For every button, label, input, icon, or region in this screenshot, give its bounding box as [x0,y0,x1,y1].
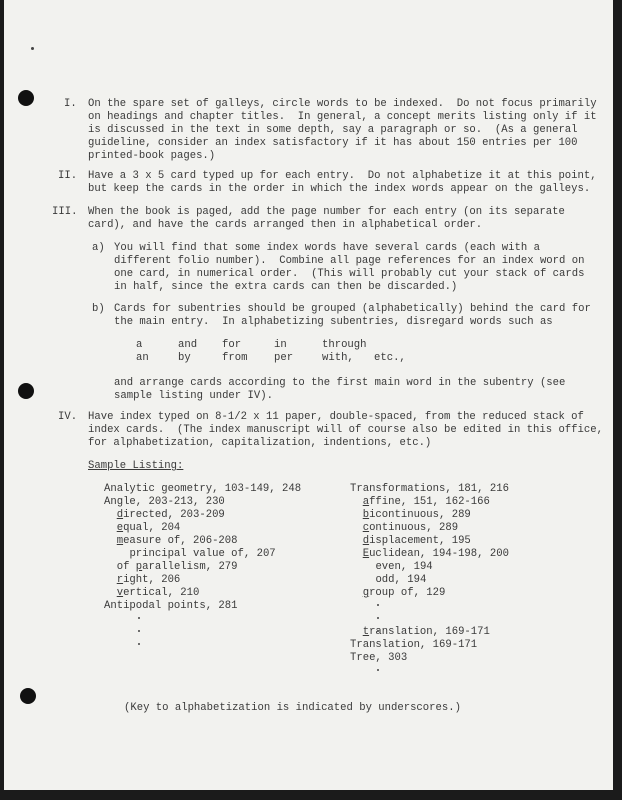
index-entry: displacement, 195 [362,535,471,547]
item-iv-number: IV. [58,411,78,423]
item-iv-line: for alphabetization, capitalization, indentions, etc.) [88,437,432,449]
index-entry: Angle, 203-213, 230 [104,496,225,508]
item-i-line: on headings and chapter titles. In general, a concept merits listing only if it [88,111,597,123]
item-iv-line: Have index typed on 8-1/2 x 11 paper, double-spaced, from the reduced stack of [88,411,584,423]
index-entry: equal, 204 [116,522,181,534]
arrange-line: sample listing under IV). [114,390,273,402]
item-i-line: guideline, consider an index satisfactory if it has about 150 entries per 100 [88,137,578,149]
index-entry: Analytic geometry, 103-149, 248 [104,483,302,495]
index-entry: Euclidean, 194-198, 200 [362,548,509,560]
ignore-word: a [136,339,143,351]
index-entry: Transformations, 181, 216 [350,483,509,495]
item-ii-number: II. [58,170,78,182]
sub-b-line: Cards for subentries should be grouped (alphabetically) behind the card for [114,303,591,315]
ignore-word: for [222,339,242,351]
ignore-word: from [222,352,248,364]
index-entry: right, 206 [116,574,181,586]
sub-a-line: different folio number). Combine all page references for an index word on [114,255,585,267]
item-iv-line: index cards. (The index manuscript will of course also be edited in this office, [88,424,603,436]
item-ii-line: Have a 3 x 5 card typed up for each entry. Do not alphabetize it at this point, [88,170,597,182]
index-entry: odd, 194 [375,574,427,586]
ellipsis-dot [138,643,140,645]
sample-heading: Sample Listing: [88,460,184,472]
ignore-word: by [178,352,191,364]
sub-b-label: b) [92,303,105,315]
item-i-line: On the spare set of galleys, circle words to be indexed. Do not focus primarily [88,98,597,110]
punch-hole [18,383,34,399]
ignore-word: etc., [374,352,406,364]
ignore-word: an [136,352,149,364]
index-entry: directed, 203-209 [116,509,225,521]
ignore-word: with, [322,352,354,364]
ellipsis-dot [377,604,379,606]
index-entry: affine, 151, 162-166 [362,496,490,508]
item-ii-line: but keep the cards in the order in which the index words appear on the galleys. [88,183,591,195]
index-entry: group of, 129 [362,587,446,599]
punch-hole [18,90,34,106]
item-i-line: printed-book pages.) [88,150,216,162]
ellipsis-dot [138,630,140,632]
item-iii-line: card), and have the cards arranged then in alphabetical order. [88,219,483,231]
sub-a-line: in half, since the extra cards can then be discarded.) [114,281,458,293]
item-i-number: I. [64,98,77,110]
speck [31,47,34,50]
index-entry: Translation, 169-171 [350,639,478,651]
ignore-word: through [322,339,367,351]
ignore-word: in [274,339,287,351]
item-iii-number: III. [52,206,78,218]
footnote: (Key to alphabetization is indicated by underscores.) [124,702,461,714]
index-entry: of parallelism, 279 [104,561,238,573]
ellipsis-dot [377,617,379,619]
ellipsis-dot [377,669,379,671]
ignore-word: and [178,339,198,351]
arrange-line: and arrange cards according to the first main word in the subentry (see [114,377,566,389]
document-page [4,0,613,790]
index-entry: measure of, 206-208 [116,535,238,547]
index-entry: bicontinuous, 289 [362,509,471,521]
index-entry: principal value of, 207 [129,548,276,560]
sub-a-line: You will find that some index words have several cards (each with a [114,242,540,254]
sub-a-label: a) [92,242,105,254]
sub-a-line: one card, in numerical order. (This will probably cut your stack of cards [114,268,585,280]
index-entry: Antipodal points, 281 [104,600,238,612]
index-entry: translation, 169-171 [362,626,490,638]
ignore-word: per [274,352,294,364]
ellipsis-dot [138,617,140,619]
punch-hole [20,688,36,704]
index-entry: vertical, 210 [116,587,200,599]
sub-b-line: the main entry. In alphabetizing subentries, disregard words such as [114,316,553,328]
index-entry: continuous, 289 [362,522,459,534]
item-i-line: is discussed in the text in some depth, say a paragraph or so. (As a general [88,124,578,136]
item-iii-line: When the book is paged, add the page number for each entry (on its separate [88,206,565,218]
index-entry: Tree, 303 [350,652,408,664]
index-entry: even, 194 [375,561,433,573]
